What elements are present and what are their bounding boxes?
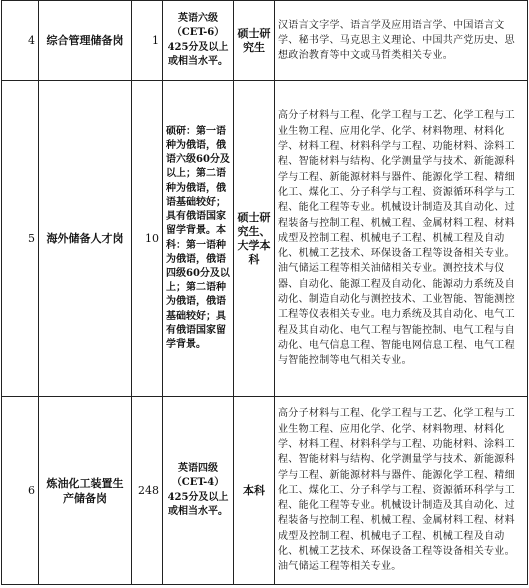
language-requirement: 英语四级（CET-4）425分及以上或相当水平。 bbox=[163, 397, 234, 585]
language-requirement: 硕研：第一语种为俄语，俄语六级60分及以上；第二语种为俄语，俄语基础较好；具有俄语国家留学背景。本科：第一语种为俄语，俄语四级60分及以上；第二语种为俄语，俄语基础较好；具有俄语国家留学背景。 bbox=[163, 81, 234, 397]
major-requirement: 高分子材料与工程、化学工程与工艺、化学工程与工业生物工程、应用化学、化学、材料物理、材料化学、材料工程、材料科学与工程、功能材料、涂料工程、智能材料与结构、化学测量学与技术、新能源科学与工程、新能源材料与器件、能源化学工程、精细化工、煤化工、分子科学与工程、资源循环科学与工程、能化工程等专业。机械设计制造及其自动化、过程装备与控制工程、机械工程、金属材料工程、材料成型及控制工程、机械电子工程、机械工程及自动化、机械工艺技术、环保设备工程等设备相关专业。油气储运工程等相关油储相关专业。测控技术与仪器、自动化、能源工程及自动化、能源动力系统及自动化、制造自动化与测控技术、工业智能、智能测控工程等仪表相关专业。电力系统及其自动化、电气工程及其自动化、电气工程与智能控制、电气工程与自动化、电气信息工程、智能电网信息工程、电气工程与智能控制等电气相关专业。 bbox=[275, 81, 528, 397]
headcount: 1 bbox=[132, 1, 163, 81]
row-number: 6 bbox=[2, 397, 39, 585]
table-row bbox=[2, 81, 528, 397]
major-requirement: 汉语言文字学、语言学及应用语言学、中国语言文学、秘书学、马克思主义理论、中国共产党历史、思想政治教育等中文或马哲类相关专业。 bbox=[275, 1, 528, 81]
row-number: 5 bbox=[2, 81, 39, 397]
headcount: 248 bbox=[132, 397, 163, 585]
headcount: 10 bbox=[132, 81, 163, 397]
table-row bbox=[2, 397, 528, 585]
row-number: 4 bbox=[2, 1, 39, 81]
major-requirement: 高分子材料与工程、化学工程与工艺、化学工程与工业生物工程、应用化学、化学、材料物理、材料化学、材料工程、材料科学与工程、功能材料、涂料工程、智能材料与结构、化学测量学与技术、新能源科学与工程、新能源材料与器件、能源化学工程、精细化工、煤化工、分子科学与工程、资源循环科学与工程、能化工程等专业。机械设计制造及其自动化、过程装备与控制工程、机械工程、金属材料工程、材料成型及控制工程、机械电子工程、机械工程及自动化、机械工艺技术、环保设备工程等设备相关专业。油气储运工程等相关专业。 bbox=[275, 397, 528, 585]
education-level: 硕士研究生 bbox=[234, 1, 275, 81]
recruitment-table bbox=[1, 0, 528, 585]
education-level: 硕士研究生、大学本科 bbox=[234, 81, 275, 397]
table-row bbox=[2, 1, 528, 81]
position-name: 炼油化工装置生产储备岗 bbox=[39, 397, 132, 585]
language-requirement: 英语六级（CET-6）425分及以上或相当水平。 bbox=[163, 1, 234, 81]
education-level: 本科 bbox=[234, 397, 275, 585]
position-name: 海外储备人才岗 bbox=[39, 81, 132, 397]
position-name: 综合管理储备岗 bbox=[39, 1, 132, 81]
